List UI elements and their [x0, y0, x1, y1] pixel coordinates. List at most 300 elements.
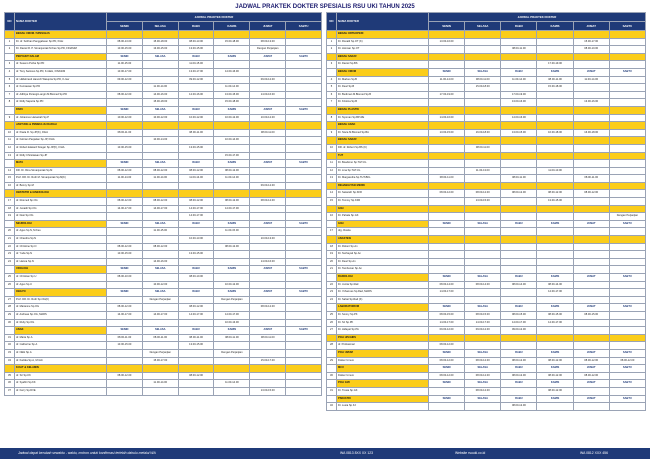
- schedule-cell: [537, 99, 573, 107]
- day-label: RABU: [501, 220, 537, 228]
- section-cell: [501, 137, 537, 145]
- doctor-no: 13: [327, 175, 337, 183]
- schedule-cell: 10.00-13.00: [250, 236, 286, 244]
- schedule-cell: [573, 342, 609, 350]
- schedule-cell: [465, 38, 501, 46]
- schedule-cell: [501, 213, 537, 221]
- schedule-cell: [142, 152, 178, 160]
- doctor-name: dr. Hanna Sp.N: [15, 258, 107, 266]
- schedule-cell: [609, 266, 645, 274]
- schedule-cell: 16.00-18.00: [465, 129, 501, 137]
- section-name: POLI HIV/AIDS: [337, 334, 429, 342]
- schedule-cell: 09.00-12.00: [107, 76, 143, 84]
- doctor-no: 11: [5, 137, 15, 145]
- schedule-cell: [573, 84, 609, 92]
- doctor-row: [327, 289, 646, 297]
- section-name: ANAK: [15, 327, 107, 335]
- section-day-row: [327, 274, 646, 282]
- schedule-cell: 08.00-13.00: [107, 38, 143, 46]
- schedule-cell: [286, 182, 322, 190]
- doctor-name: dr. Maria Sp.A: [15, 334, 107, 342]
- schedule-cell: [286, 296, 322, 304]
- day-label: KAMIS: [537, 220, 573, 228]
- section-cell: [107, 122, 143, 130]
- schedule-cell: [214, 387, 250, 395]
- day-label: RABU: [178, 53, 214, 61]
- schedule-cell: [465, 289, 501, 297]
- section-name: BEDAH ANAK: [337, 122, 429, 130]
- schedule-cell: [609, 372, 645, 380]
- doctor-no: 32: [5, 342, 15, 350]
- schedule-cell: [142, 372, 178, 380]
- doctor-no: 17: [5, 198, 15, 206]
- footer-wa-secondary[interactable]: WA 0812 XXX 456: [580, 451, 608, 455]
- schedule-cell: [429, 144, 465, 152]
- section-row: [327, 31, 646, 39]
- schedule-cell: 13.00-15.00: [429, 129, 465, 137]
- section-day-row: [5, 289, 322, 297]
- schedule-cell: 11.00-13.00: [537, 167, 573, 175]
- schedule-cell: 14.00-16.00: [214, 68, 250, 76]
- section-cell: [573, 122, 609, 130]
- doctor-no: 12: [327, 167, 337, 175]
- schedule-cell: [142, 274, 178, 282]
- schedule-cell: [178, 319, 214, 327]
- schedule-cell: [609, 228, 645, 236]
- schedule-cell: 11.00-14.00: [107, 175, 143, 183]
- day-label: SENIN: [429, 274, 465, 282]
- section-no: [327, 334, 337, 342]
- doctor-no: 6: [5, 84, 15, 92]
- section-day-row: [327, 380, 646, 388]
- schedule-cell: [286, 205, 322, 213]
- schedule-cell: 08.00-12.00: [501, 372, 537, 380]
- schedule-cell: [429, 46, 465, 54]
- doctor-name: Dr. Robert Sp.An: [337, 243, 429, 251]
- doctor-row: [327, 357, 646, 365]
- doctor-no: 2: [327, 46, 337, 54]
- doctor-no: 30: [5, 319, 15, 327]
- doctor-row: [327, 160, 646, 168]
- schedule-cell: [286, 228, 322, 236]
- doctor-row: [5, 387, 322, 395]
- schedule-cell: [609, 46, 645, 54]
- schedule-cell: [537, 46, 573, 54]
- schedule-cell: [429, 160, 465, 168]
- schedule-cell: 08.00-13.00: [250, 38, 286, 46]
- doctor-name: dr. Kartika Sp.A, M.Gizi: [15, 357, 107, 365]
- schedule-cell: 14.00-17.00: [107, 205, 143, 213]
- section-day-row: [5, 53, 322, 61]
- doctor-row: [5, 205, 322, 213]
- section-no: [5, 220, 15, 228]
- schedule-cell: 09.00-12.00: [250, 76, 286, 84]
- day-label: RABU: [501, 304, 537, 312]
- schedule-cell: [286, 144, 322, 152]
- day-label: KAMIS: [537, 349, 573, 357]
- header-day: KAMIS: [537, 22, 573, 31]
- doctor-row: [327, 91, 646, 99]
- doctor-no: 18: [327, 243, 337, 251]
- schedule-cell: [142, 213, 178, 221]
- schedule-cell: [250, 84, 286, 92]
- day-label: RABU: [501, 365, 537, 373]
- schedule-cell: 08.00-12.00: [142, 243, 178, 251]
- schedule-cell: [142, 342, 178, 350]
- schedule-cell: [214, 258, 250, 266]
- schedule-cell: 08.00-10.00: [107, 274, 143, 282]
- schedule-cell: [609, 91, 645, 99]
- schedule-cell: [465, 114, 501, 122]
- schedule-cell: [465, 91, 501, 99]
- schedule-cell: 14.00-17.00: [537, 289, 573, 297]
- day-label: SELASA: [142, 160, 178, 168]
- schedule-cell: [465, 61, 501, 69]
- schedule-cell: 14.00-17.00: [178, 205, 214, 213]
- schedule-cell: [178, 152, 214, 160]
- doctor-row: [327, 311, 646, 319]
- doctor-no: 36: [5, 380, 15, 388]
- schedule-cell: 11.00-14.00: [142, 84, 178, 92]
- schedule-cell: 08.00-14.00: [465, 281, 501, 289]
- doctor-no: 35: [5, 372, 15, 380]
- schedule-cell: 14.00-17.00: [465, 319, 501, 327]
- section-name: UROLOGI: [15, 266, 107, 274]
- day-label: SABTU: [286, 160, 322, 168]
- schedule-cell: 13.00-15.00: [107, 144, 143, 152]
- section-cell: [429, 334, 465, 342]
- doctor-row: [5, 38, 322, 46]
- schedule-cell: 09.00-12.00: [429, 327, 465, 335]
- schedule-cell: [142, 61, 178, 69]
- doctor-name: dr. Agus Sp.U: [15, 281, 107, 289]
- schedule-cell: [465, 160, 501, 168]
- doctor-row: [327, 213, 646, 221]
- section-no: [327, 106, 337, 114]
- day-label: JUMAT: [250, 327, 286, 335]
- schedule-cell: [286, 258, 322, 266]
- schedule-cell: [178, 380, 214, 388]
- section-cell: [142, 31, 178, 39]
- schedule-cell: [250, 152, 286, 160]
- doctor-name: Dr. Dewi Sp.B: [337, 84, 429, 92]
- schedule-cell: [573, 403, 609, 411]
- schedule-cell: [537, 342, 573, 350]
- schedule-cell: 11.00-15.00: [107, 61, 143, 69]
- schedule-cell: [609, 167, 645, 175]
- schedule-cell: [107, 357, 143, 365]
- doctor-name: dr. Christine Sp.N: [15, 243, 107, 251]
- day-label: RABU: [178, 220, 214, 228]
- schedule-cell: 08.00-12.00: [429, 342, 465, 350]
- schedule-cell: 09.00-12.00: [178, 76, 214, 84]
- schedule-cell: 14.00-17.00: [501, 319, 537, 327]
- schedule-cell: 10.00-14.00: [214, 137, 250, 145]
- section-no: [5, 289, 15, 297]
- schedule-cell: [286, 213, 322, 221]
- schedule-cell: 14.00-17.00: [214, 205, 250, 213]
- section-cell: [501, 53, 537, 61]
- header-no: NO: [327, 13, 337, 31]
- day-label: JUMAT: [250, 53, 286, 61]
- schedule-cell: 09.00-12.00: [501, 327, 537, 335]
- schedule-cell: 14.00-17.00: [429, 289, 465, 297]
- schedule-cell: 08.00-12.00: [178, 304, 214, 312]
- day-label: KAMIS: [537, 395, 573, 403]
- section-name: ANASTESI: [337, 236, 429, 244]
- schedule-cell: 13.00-15.00: [107, 46, 143, 54]
- schedule-cell: [178, 357, 214, 365]
- schedule-cell: 13.00-15.00: [537, 198, 573, 206]
- doctor-name: dr. Catherine Sp.A: [15, 342, 107, 350]
- schedule-cell: [537, 91, 573, 99]
- doctor-name: Dr. Markus Sp.B: [337, 76, 429, 84]
- schedule-cell: [465, 46, 501, 54]
- day-label: JUMAT: [573, 365, 609, 373]
- schedule-cell: [609, 281, 645, 289]
- schedule-cell: [501, 144, 537, 152]
- schedule-cell: [537, 38, 573, 46]
- schedule-cell: [250, 349, 286, 357]
- schedule-cell: 15.00-18.00: [214, 38, 250, 46]
- doctor-name: dr. Nikki Sp.A: [15, 349, 107, 357]
- section-row: [5, 122, 322, 130]
- doctor-row: [5, 319, 322, 327]
- section-name: BEDAH ORTHOPEDI: [337, 31, 429, 39]
- schedule-cell: 08.00-11.00: [250, 334, 286, 342]
- schedule-cell: [573, 296, 609, 304]
- section-cell: [214, 31, 250, 39]
- doctor-name: Dokter Umum: [337, 372, 429, 380]
- doctor-no: 9: [327, 129, 337, 137]
- section-cell: [465, 182, 501, 190]
- day-label: KAMIS: [537, 380, 573, 388]
- section-no: [327, 182, 337, 190]
- schedule-cell: [107, 228, 143, 236]
- day-label: KAMIS: [537, 68, 573, 76]
- schedule-cell: [465, 342, 501, 350]
- section-name: BEDAH UMUM: [337, 68, 429, 76]
- section-cell: [573, 182, 609, 190]
- schedule-cell: [178, 296, 214, 304]
- schedule-cell: [501, 289, 537, 297]
- doctor-name: dr. Ferry Sp.DVE: [15, 387, 107, 395]
- schedule-cell: [107, 99, 143, 107]
- schedule-cell: 08.00-12.00: [537, 190, 573, 198]
- doctor-row: [5, 296, 322, 304]
- doctor-no: 14: [5, 167, 15, 175]
- doctor-row: [5, 251, 322, 259]
- header-day: SENIN: [429, 22, 465, 31]
- schedule-cell: 08.00-15.00: [537, 311, 573, 319]
- schedule-cell: 13.00-15.00: [178, 251, 214, 259]
- schedule-cell: [537, 228, 573, 236]
- doctor-no: 34: [5, 357, 15, 365]
- doctor-name: dr. Rolly Christiawan Sp.JP: [15, 152, 107, 160]
- schedule-cell: [573, 198, 609, 206]
- schedule-cell: [286, 311, 322, 319]
- footer-wa-primary[interactable]: WA 0813 8XX XX 123: [340, 451, 374, 455]
- day-label: SENIN: [429, 365, 465, 373]
- doctor-row: [5, 311, 322, 319]
- schedule-cell: 14.00-16.00: [250, 258, 286, 266]
- section-cell: [537, 205, 573, 213]
- schedule-cell: [429, 387, 465, 395]
- schedule-cell: [573, 167, 609, 175]
- schedule-cell: [178, 281, 214, 289]
- section-cell: [537, 31, 573, 39]
- doctor-no: 3: [327, 61, 337, 69]
- section-row: [327, 122, 646, 130]
- section-cell: [609, 122, 645, 130]
- doctor-name: Dr. Sisca M.Biomed Sp.BA: [337, 129, 429, 137]
- schedule-cell: 15.00-17.00: [142, 357, 178, 365]
- schedule-cell: [178, 182, 214, 190]
- schedule-cell: 08.00-12.00: [465, 372, 501, 380]
- schedule-cell: [286, 152, 322, 160]
- day-label: SENIN: [429, 380, 465, 388]
- doctor-name: dr. Christian Sp.U: [15, 274, 107, 282]
- schedule-cell: [501, 387, 537, 395]
- doctor-no: 37: [5, 387, 15, 395]
- day-label: KAMIS: [214, 106, 250, 114]
- header-day: SABTU: [286, 22, 322, 31]
- section-row: [5, 190, 322, 198]
- doctor-name: dr. Suseno Purba Sp.PD: [15, 61, 107, 69]
- schedule-cell: [609, 342, 645, 350]
- day-label: SENIN: [429, 68, 465, 76]
- schedule-cell: [250, 99, 286, 107]
- schedule-cell: [609, 190, 645, 198]
- doctor-no: 27: [327, 327, 337, 335]
- day-label: SELASA: [465, 395, 501, 403]
- doctor-no: 26: [5, 281, 15, 289]
- section-name: PENYAKIT DALAM: [15, 53, 107, 61]
- section-cell: [609, 31, 645, 39]
- day-label: SABTU: [609, 68, 645, 76]
- schedule-cell: 13.00-15.00: [107, 342, 143, 350]
- schedule-cell: 13.00-15.00: [501, 129, 537, 137]
- schedule-cell: Dengan Perjanjian: [142, 296, 178, 304]
- schedule-cell: 08.00-11.00: [537, 76, 573, 84]
- doctor-row: [5, 167, 322, 175]
- day-label: SELASA: [142, 266, 178, 274]
- schedule-cell: [250, 205, 286, 213]
- section-no: [5, 106, 15, 114]
- section-cell: [286, 31, 322, 39]
- day-label: KAMIS: [214, 289, 250, 297]
- schedule-cell: [501, 243, 537, 251]
- schedule-cell: 08.00-11.00: [107, 129, 143, 137]
- schedule-cell: 13.00-15.00: [214, 91, 250, 99]
- doctor-no: 3: [5, 61, 15, 69]
- header-day: JUMAT: [250, 22, 286, 31]
- doctor-name: dr. Johannes Hananiah Sp.P: [15, 114, 107, 122]
- section-cell: [609, 106, 645, 114]
- doctor-name: Dr. Margaretha Sp.THT-BKL: [337, 175, 429, 183]
- section-cell: [250, 190, 286, 198]
- doctor-no: 16: [5, 182, 15, 190]
- section-cell: [429, 31, 465, 39]
- schedule-cell: [429, 403, 465, 411]
- section-name: PARU: [15, 106, 107, 114]
- schedule-cell: [250, 228, 286, 236]
- schedule-cell: Dengan Perjanjian: [609, 213, 645, 221]
- section-name: BEDAH SARAF: [337, 53, 429, 61]
- section-row: [5, 365, 322, 373]
- schedule-cell: 08.00-12.00: [250, 304, 286, 312]
- section-cell: [465, 31, 501, 39]
- schedule-cell: 08.00-15.00: [573, 311, 609, 319]
- schedule-cell: [286, 357, 322, 365]
- schedule-cell: 08.00-12.00: [429, 190, 465, 198]
- doctor-row: [5, 349, 322, 357]
- doctor-row: [327, 175, 646, 183]
- schedule-cell: [214, 182, 250, 190]
- schedule-cell: 14.00-16.00: [142, 91, 178, 99]
- schedule-cell: [142, 304, 178, 312]
- section-cell: [537, 152, 573, 160]
- schedule-cell: [609, 243, 645, 251]
- schedule-cell: [107, 319, 143, 327]
- doctor-no: 13: [5, 152, 15, 160]
- doctor-row: [5, 84, 322, 92]
- day-label: RABU: [178, 106, 214, 114]
- schedule-cell: [429, 167, 465, 175]
- section-cell: [465, 152, 501, 160]
- schedule-cell: 12.00-16.00: [178, 91, 214, 99]
- section-no: [327, 205, 337, 213]
- doctor-name: Prof. DR. Dr. Ruth Sp.OG(K): [15, 296, 107, 304]
- schedule-cell: [609, 327, 645, 335]
- doctor-no: 8: [5, 99, 15, 107]
- day-label: SABTU: [286, 53, 322, 61]
- footer-website[interactable]: Website rsuuki.co.id: [455, 451, 486, 455]
- schedule-cell: [429, 228, 465, 236]
- schedule-cell: [214, 46, 250, 54]
- doctor-no: 6: [327, 91, 337, 99]
- day-label: SABTU: [286, 327, 322, 335]
- schedule-cell: 08.00-12.00: [573, 190, 609, 198]
- doctor-no: 1: [327, 38, 337, 46]
- header-name: NAMA DOKTER: [15, 13, 107, 31]
- section-no: [5, 160, 15, 168]
- section-name: LABORATORIUM: [337, 304, 429, 312]
- schedule-cell: [465, 99, 501, 107]
- doctor-no: 32: [327, 403, 337, 411]
- schedule-cell: [573, 228, 609, 236]
- doctor-row: [5, 357, 322, 365]
- header-row: [5, 13, 322, 22]
- doctor-name: Dr. Tresia Sp.GK: [337, 387, 429, 395]
- doctor-row: [327, 46, 646, 54]
- day-label: KAMIS: [214, 220, 250, 228]
- schedule-cell: [537, 296, 573, 304]
- day-label: KAMIS: [537, 304, 573, 312]
- doctor-name: dr. Sri Sp.KK: [15, 372, 107, 380]
- section-cell: [429, 122, 465, 130]
- doctor-row: [327, 38, 646, 46]
- page-title: JADWAL PRAKTEK DOKTER SPESIALIS RSU UKI TAHUN 2025: [235, 4, 415, 10]
- section-day-row: [327, 220, 646, 228]
- doctor-no: 23: [327, 289, 337, 297]
- schedule-cell: [465, 266, 501, 274]
- doctor-no: 16: [327, 213, 337, 221]
- schedule-cell: [286, 46, 322, 54]
- doctor-name: Dr. Pahala Sp.GK: [337, 213, 429, 221]
- section-cell: [537, 236, 573, 244]
- doctor-name: dr. Agus Sp.N, M.Kes: [15, 228, 107, 236]
